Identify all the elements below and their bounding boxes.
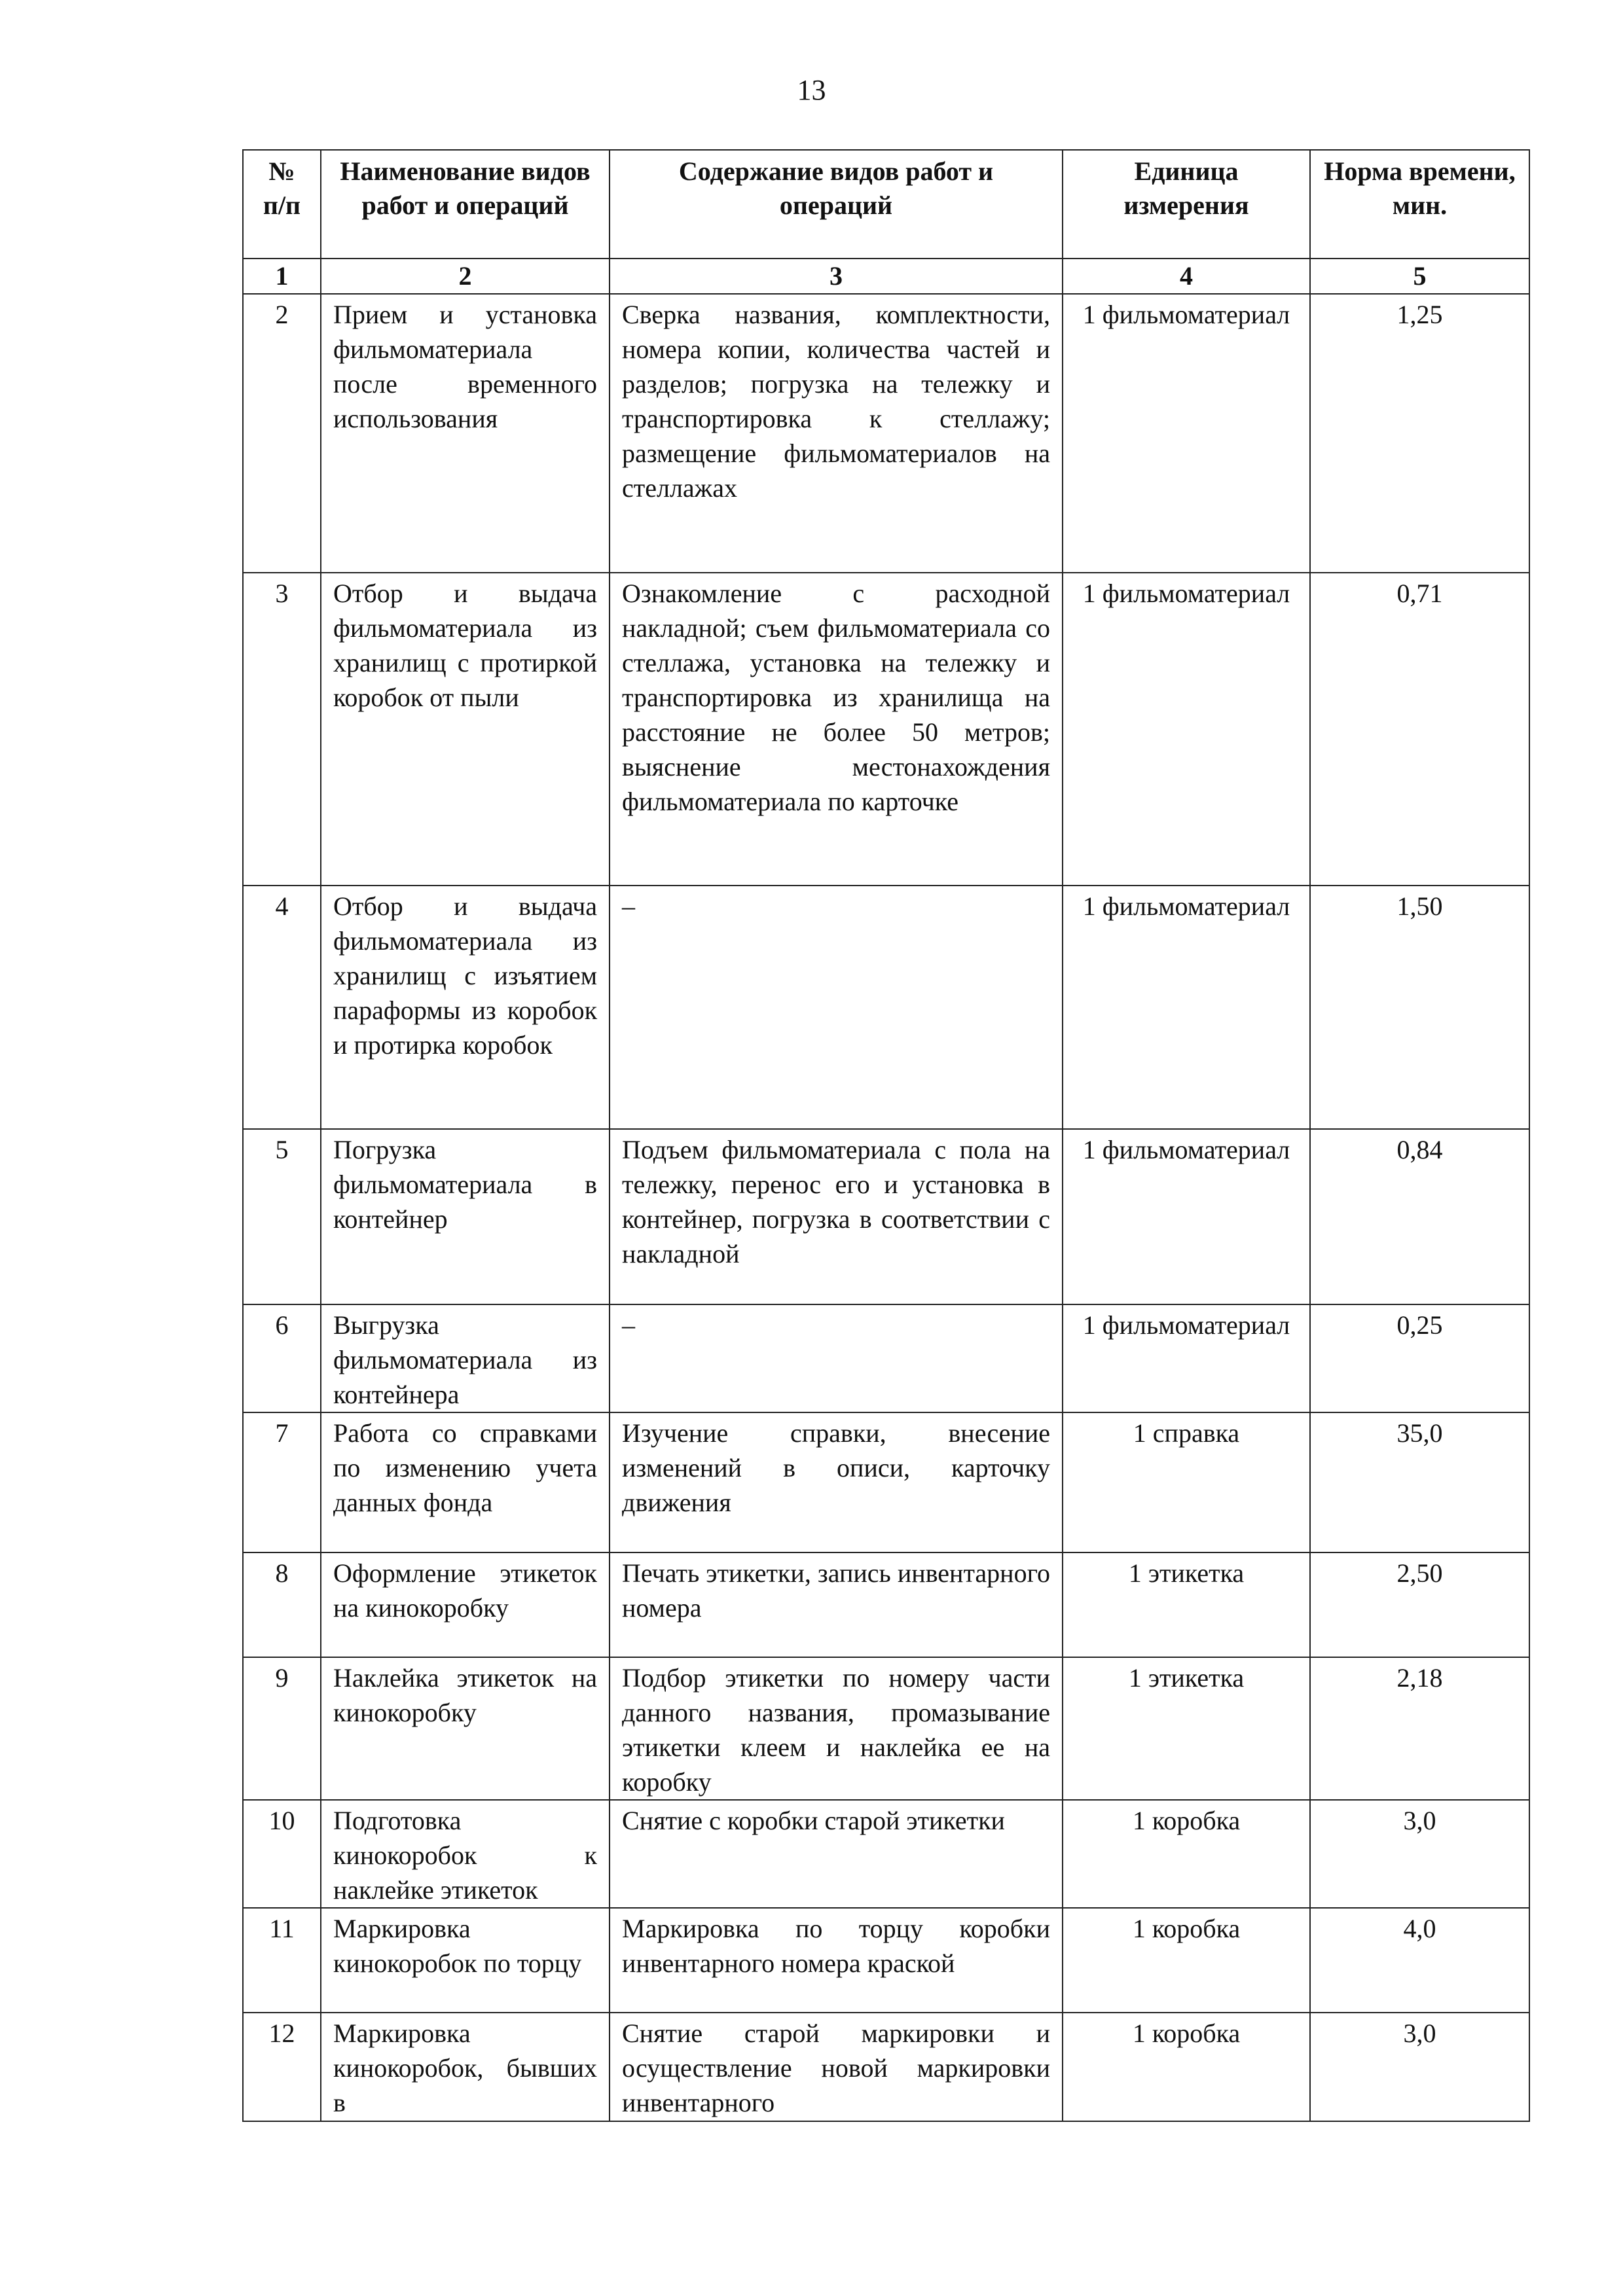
table-row [243,1552,1529,1657]
unit: 1 фильмоматериал [1063,573,1310,886]
row-number: 4 [243,886,321,1129]
unit: 1 фильмоматериал [1063,886,1310,1129]
work-name: Погрузка фильмоматериала в контейнер [321,1129,610,1304]
table-row [243,294,1529,573]
time-norm: 4,0 [1310,1908,1529,2013]
header-norm: Норма времени, мин. [1310,150,1529,259]
work-content: Снятие старой маркировки и осуществление новой маркировки инвентарного [610,2013,1063,2121]
work-content: Подъем фильмоматериала с пола на тележку, перенос его и установка в контейнер, погрузка в соответствии с накладной [610,1129,1063,1304]
unit: 1 справка [1063,1412,1310,1552]
work-name: Отбор и выдача фильмоматериала из хранилищ с изъятием параформы из коробок и протирка коробок [321,886,610,1129]
row-number: 8 [243,1552,321,1657]
time-norm: 2,18 [1310,1657,1529,1800]
table-row [243,1800,1529,1908]
work-content: – [610,886,1063,1129]
unit: 1 коробка [1063,1908,1310,2013]
unit: 1 фильмоматериал [1063,1304,1310,1412]
page-number: 13 [797,74,826,106]
table-row [243,2013,1529,2121]
work-name: Наклейка этикеток на кинокоробку [321,1657,610,1800]
unit: 1 этикетка [1063,1552,1310,1657]
header-content: Содержание видов работ и операций [610,150,1063,259]
time-norm: 2,50 [1310,1552,1529,1657]
row-number: 6 [243,1304,321,1412]
time-norm: 3,0 [1310,1800,1529,1908]
time-norm: 0,25 [1310,1304,1529,1412]
work-content: Маркировка по торцу коробки инвентарного номера краской [610,1908,1063,2013]
work-name: Оформление этикеток на кинокоробку [321,1552,610,1657]
unit: 1 фильмоматериал [1063,1129,1310,1304]
work-content: Сверка названия, комплектности, номера копии, количества частей и разделов; погрузка на тележку и транспортировка к стеллажу; размещение фильмоматериалов на стеллажах [610,294,1063,573]
time-norm: 1,25 [1310,294,1529,573]
work-name: Маркировка кинокоробок по торцу [321,1908,610,2013]
row-number: 10 [243,1800,321,1908]
time-norm: 0,71 [1310,573,1529,886]
row-number: 5 [243,1129,321,1304]
table-header-row [243,150,1529,259]
time-norm: 35,0 [1310,1412,1529,1552]
column-number: 5 [1310,259,1529,294]
table-row [243,886,1529,1129]
table-row [243,1657,1529,1800]
column-number-row [243,259,1529,294]
time-norm: 1,50 [1310,886,1529,1129]
table-row [243,1908,1529,2013]
work-content: Подбор этикетки по номеру части данного названия, промазывание этикетки клеем и наклейка ее на коробку [610,1657,1063,1800]
unit: 1 этикетка [1063,1657,1310,1800]
row-number: 2 [243,294,321,573]
column-number: 4 [1063,259,1310,294]
work-content: – [610,1304,1063,1412]
row-number: 9 [243,1657,321,1800]
work-content: Изучение справки, внесение изменений в описи, карточку движения [610,1412,1063,1552]
work-name: Прием и установка фильмоматериала после временного использования [321,294,610,573]
column-number: 1 [243,259,321,294]
work-name: Подготовка кинокоробок к наклейке этикеток [321,1800,610,1908]
row-number: 3 [243,573,321,886]
work-norms-table [242,149,1530,2122]
work-content: Ознакомление с расходной накладной; съем фильмоматериала со стеллажа, установка на тележку и транспортировка из хранилища на расстояние не более 50 метров; выяснение местонахождения фильмоматериала по карточке [610,573,1063,886]
time-norm: 3,0 [1310,2013,1529,2121]
unit: 1 коробка [1063,1800,1310,1908]
row-number: 7 [243,1412,321,1552]
table-row [243,1129,1529,1304]
work-content: Печать этикетки, запись инвентарного номера [610,1552,1063,1657]
column-number: 2 [321,259,610,294]
row-number: 12 [243,2013,321,2121]
unit: 1 коробка [1063,2013,1310,2121]
work-name: Выгрузка фильмоматериала из контейнера [321,1304,610,1412]
work-content: Снятие с коробки старой этикетки [610,1800,1063,1908]
time-norm: 0,84 [1310,1129,1529,1304]
unit: 1 фильмоматериал [1063,294,1310,573]
row-number: 11 [243,1908,321,2013]
header-number: № п/п [243,150,321,259]
column-number: 3 [610,259,1063,294]
table-row [243,1304,1529,1412]
work-name: Отбор и выдача фильмоматериала из хранилищ с протиркой коробок от пыли [321,573,610,886]
work-name: Маркировка кинокоробок, бывших в [321,2013,610,2121]
table-row [243,1412,1529,1552]
header-unit: Единица измерения [1063,150,1310,259]
work-name: Работа со справками по изменению учета данных фонда [321,1412,610,1552]
header-name: Наименование видов работ и операций [321,150,610,259]
table-row [243,573,1529,886]
